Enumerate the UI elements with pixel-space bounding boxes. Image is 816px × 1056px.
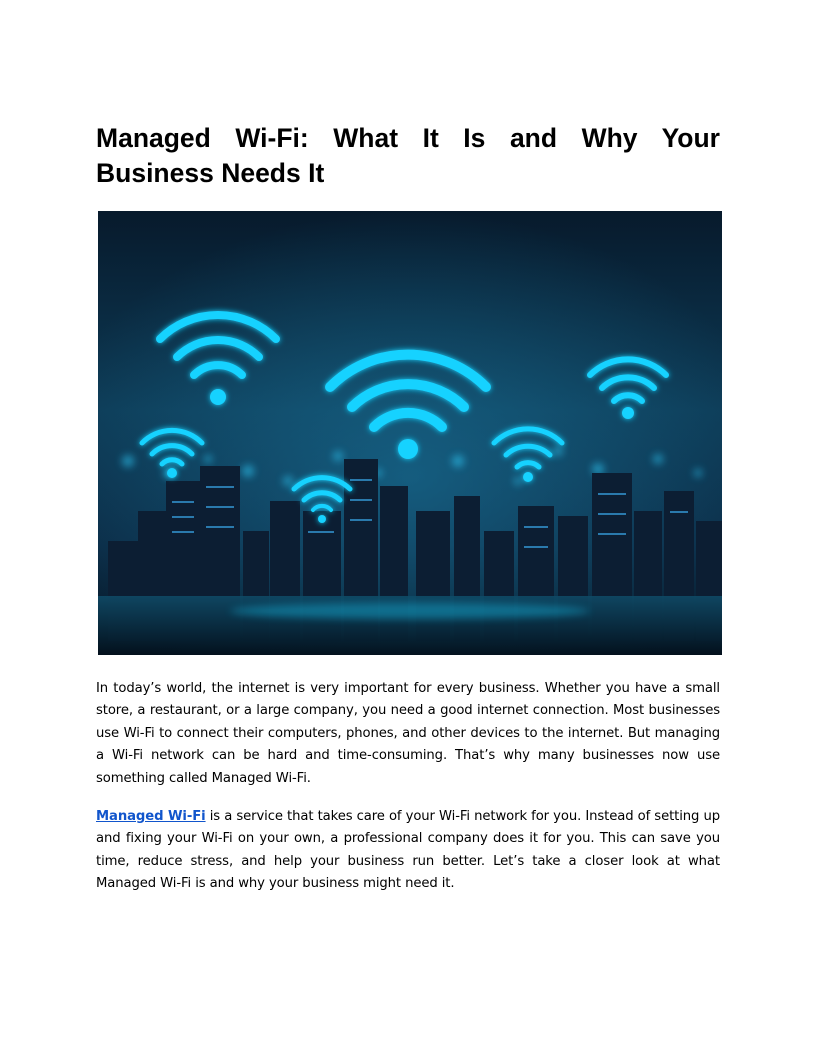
page-title: Managed Wi-Fi: What It Is and Why Your Business Needs It [96,123,720,188]
managed-wifi-paragraph [96,806,720,896]
managed-wifi-link[interactable]: Managed Wi-Fi [96,809,206,824]
managed-wifi-paragraph-text: is a service that takes care of your Wi-Fi network for you. Instead of setting up and fixing your Wi-Fi on your own, a professional company does it for you. This can save you time, reduce stress, and help your business run better. Let’s take a closer look at what Managed Wi-Fi is and why your business might need it. [96,809,720,892]
intro-paragraph: In today’s world, the internet is very important for every business. Whether you have a small store, a restaurant, or a large company, you need a good internet connection. Most businesses use Wi-Fi to connect their computers, phones, and other devices to the internet. But managing a Wi-Fi network can be hard and time-consuming. That’s why many businesses now use something called Managed Wi-Fi. [96,681,720,786]
wifi-city-skyline-image [98,211,722,655]
